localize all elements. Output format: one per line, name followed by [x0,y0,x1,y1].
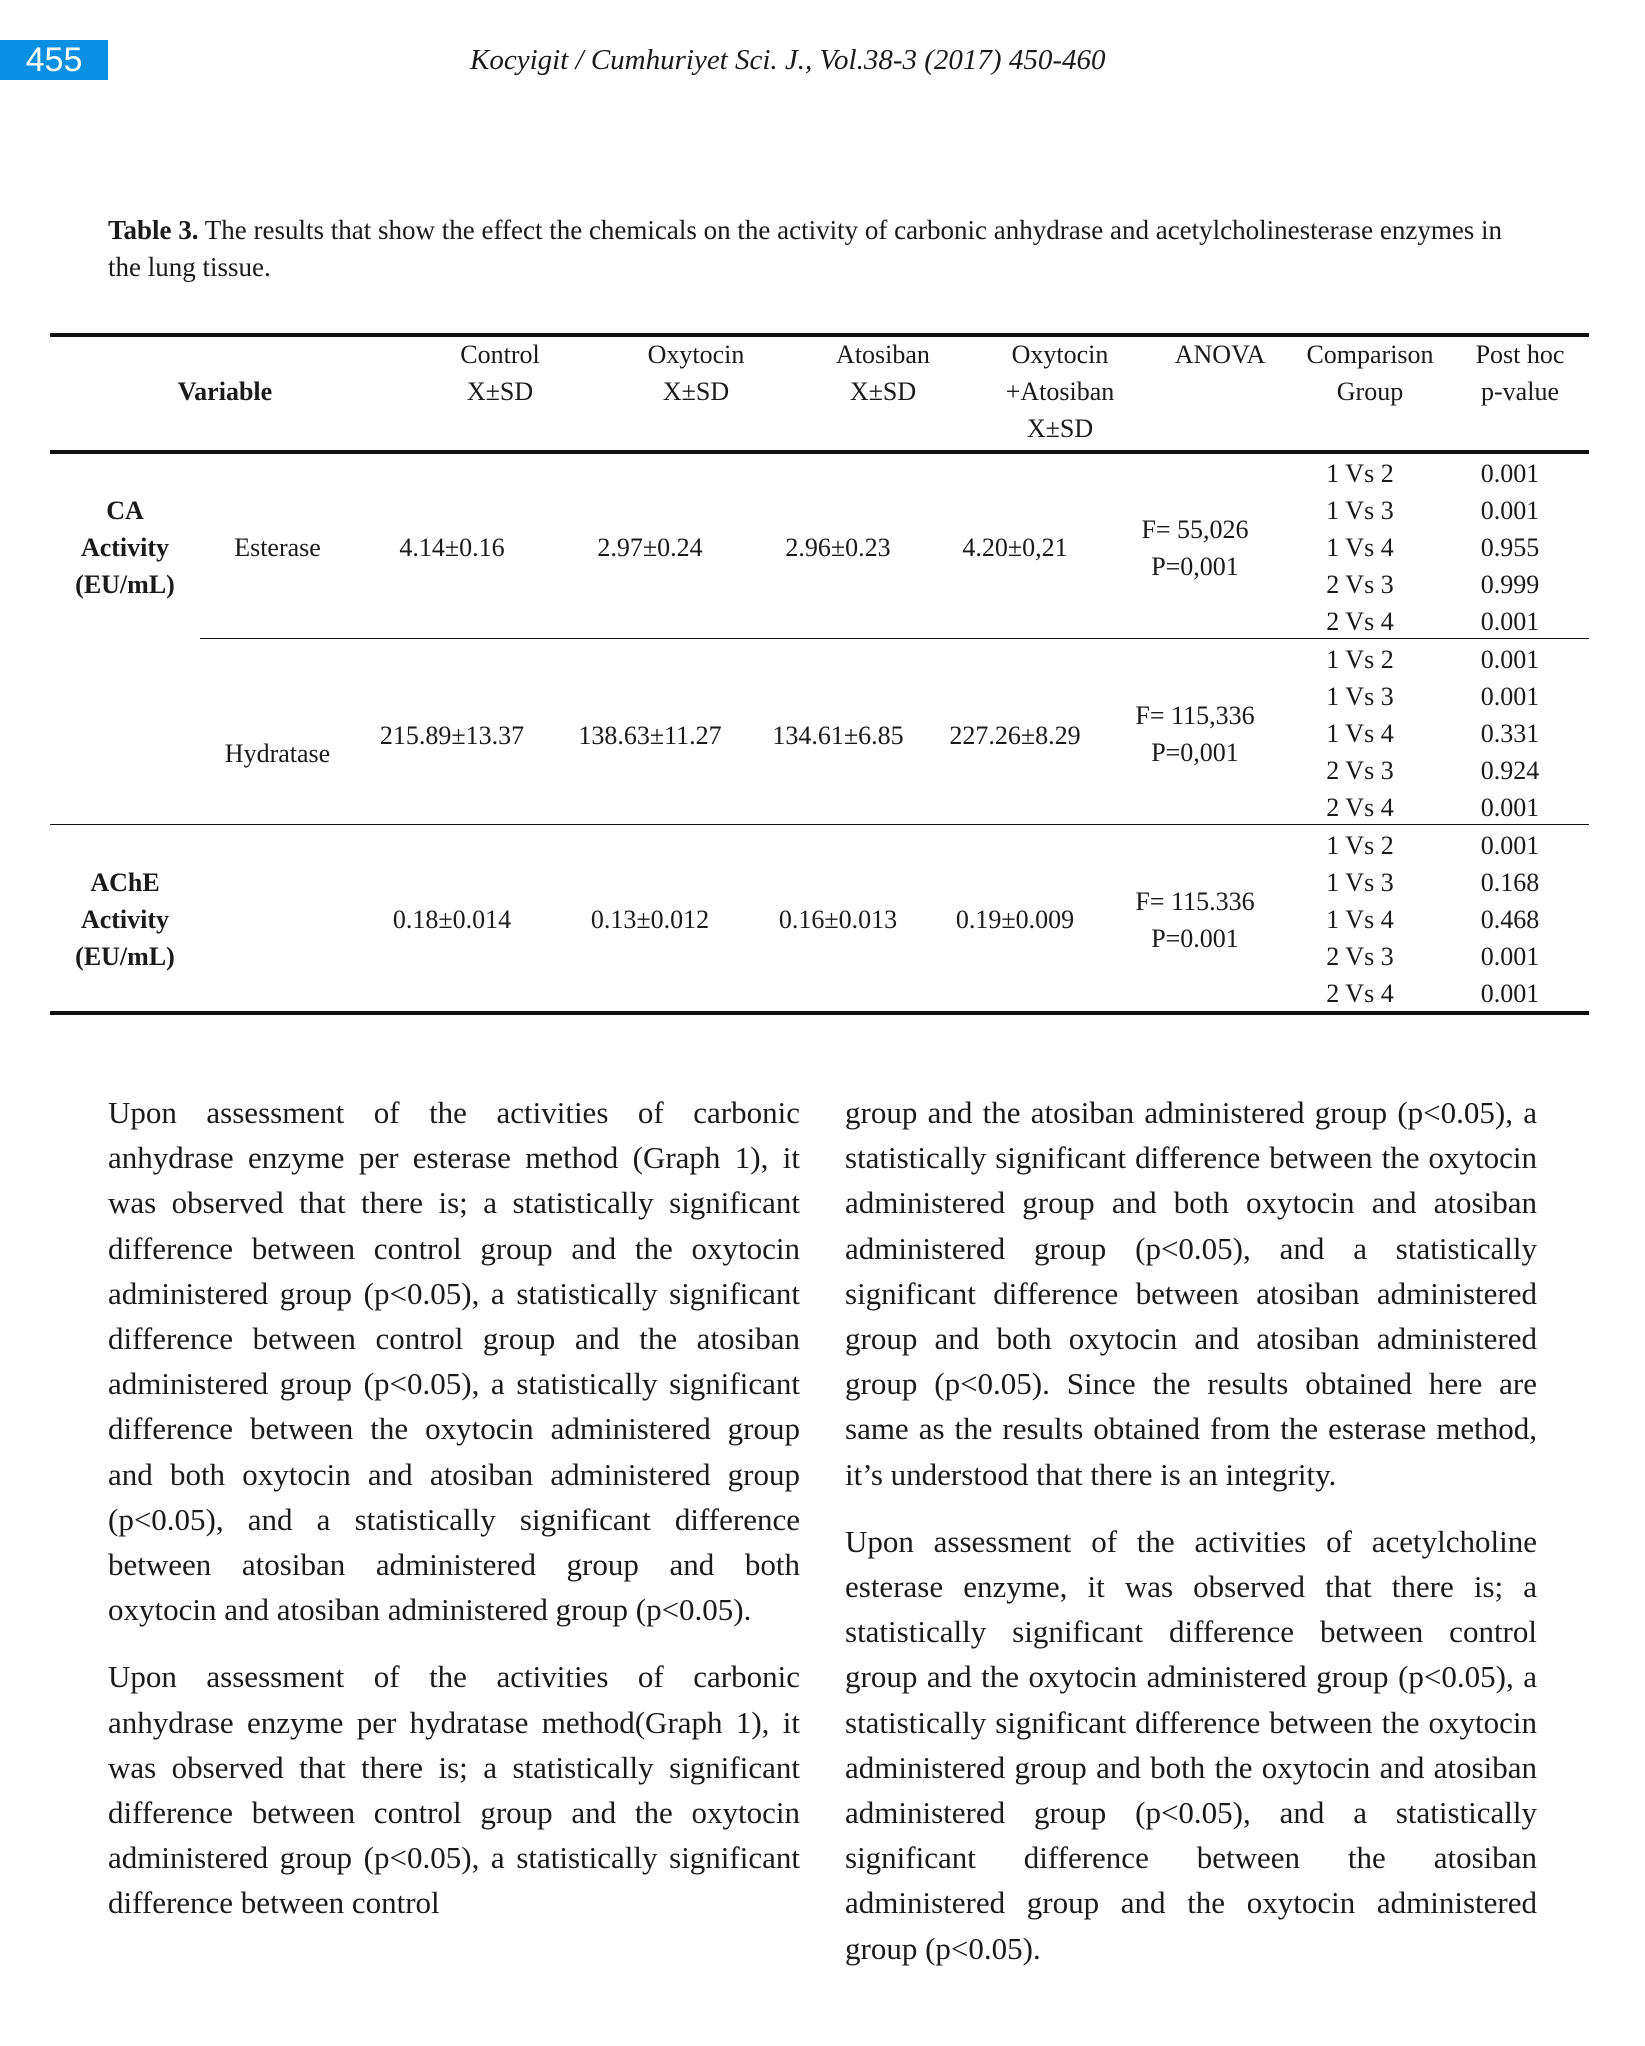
posthoc-pvalue: 0.001 [1480,496,1540,525]
anova-value: P=0.001 [1151,923,1239,953]
control-value: 4.14±0.16 [399,533,505,562]
table-caption [108,212,1538,286]
header-posthoc-2: p-value [1481,377,1559,406]
table-caption-text: The results that show the effect the chemicals on the activity of carbonic anhydrase and acetylcholinesterase enzymes in the lung tissue. [108,215,1503,282]
posthoc-pvalue: 0.924 [1480,756,1540,785]
oxytocin-value: 138.63±11.27 [578,721,722,750]
comparison-group: 1 Vs 4 [1326,905,1394,934]
comparison-group: 1 Vs 3 [1326,496,1394,525]
posthoc-pvalue: 0.001 [1480,607,1540,636]
posthoc-pvalue: 0.331 [1480,719,1540,748]
posthoc-pvalue: 0.001 [1480,682,1540,711]
comparison-group: 1 Vs 3 [1326,868,1394,897]
comparison-group: 2 Vs 4 [1326,607,1394,636]
atosiban-value: 0.16±0.013 [778,905,898,934]
header-posthoc-1: Post hoc [1475,340,1565,369]
posthoc-pvalue: 0.001 [1480,979,1540,1008]
header-oxytocin-name: Oxytocin [647,340,745,369]
header-control-name: Control [460,340,540,369]
posthoc-pvalue: 0.001 [1480,645,1540,674]
header-control-stat: X±SD [466,377,534,406]
body-paragraph: Upon assessment of the activities of carbonic anhydrase enzyme per hydratase method(Graph 1), it was observed that there is; a statistically significant difference between control group and the oxytocin administered group (p<0.05), a statistically significant difference between control [108,1659,800,1921]
comparison-group: 1 Vs 4 [1326,719,1394,748]
comparison-group: 1 Vs 4 [1326,533,1394,562]
oxy-atosiban-value: 4.20±0,21 [962,533,1068,562]
body-paragraph: Upon assessment of the activities of acetylcholine esterase enzyme, it was observed that there is; a statistically significant difference between control group and the oxytocin administered group (p<0.05), a statistically significant difference between the oxytocin administered group and both the oxytocin and atosiban administered group (p<0.05), and a statistically significant difference between the atosiban administered group and the oxytocin administered group (p<0.05). [845,1523,1537,1966]
comparison-group: 1 Vs 3 [1326,682,1394,711]
method-label: Esterase [234,533,321,562]
header-oxy-atosiban-stat: X±SD [1026,414,1094,443]
body-right-column [845,1090,1537,1971]
variable-label: Activity [80,533,170,562]
page-number: 455 [0,40,108,80]
comparison-group: 1 Vs 2 [1326,459,1394,488]
comparison-group: 2 Vs 3 [1326,570,1394,599]
oxytocin-value: 0.13±0.012 [590,905,710,934]
variable-label: AChE [90,868,160,897]
anova-value: F= 115.336 [1135,886,1255,916]
header-oxy-atosiban-name: Oxytocin [1011,340,1109,369]
header-comparison-2: Group [1336,377,1404,406]
oxy-atosiban-value: 227.26±8.29 [949,721,1081,750]
oxy-atosiban-value: 0.19±0.009 [955,905,1075,934]
comparison-group: 2 Vs 4 [1326,979,1394,1008]
table-caption-label: Table 3. [108,215,199,245]
posthoc-pvalue: 0.001 [1480,831,1540,860]
atosiban-value: 134.61±6.85 [772,721,904,750]
control-value: 0.18±0.014 [392,905,512,934]
header-variable: Variable [177,377,273,406]
header-atosiban-stat: X±SD [849,377,917,406]
variable-label: (EU/mL) [75,942,175,971]
posthoc-pvalue: 0.001 [1480,942,1540,971]
posthoc-pvalue: 0.468 [1480,905,1540,934]
posthoc-pvalue: 0.001 [1480,459,1540,488]
comparison-group: 2 Vs 3 [1326,756,1394,785]
posthoc-pvalue: 0.999 [1480,570,1540,599]
comparison-group: 1 Vs 2 [1326,831,1394,860]
comparison-group: 2 Vs 3 [1326,942,1394,971]
body-paragraph: group and the atosiban administered group (p<0.05), a statistically significant difference between the oxytocin administered group and both oxytocin and atosiban administered group (p<0.05), and a statistically significant difference between atosiban administered group and both oxytocin and atosiban administered group (p<0.05). Since the results obtained here are same as the results obtained from the esterase method, it’s understood that there is an integrity. [845,1095,1537,1492]
header-oxytocin-stat: X±SD [662,377,730,406]
oxytocin-value: 2.97±0.24 [597,533,703,562]
body-paragraph: Upon assessment of the activities of carbonic anhydrase enzyme per esterase method (Graph 1), it was observed that there is; a statistically significant difference between control group and the oxytocin administered group (p<0.05), a statistically significant difference between control group and the atosiban administered group (p<0.05), a statistically significant difference between the oxytocin administered group and both oxytocin and atosiban administered group (p<0.05), and a statistically significant difference between atosiban administered group and both oxytocin and atosiban administered group (p<0.05). [108,1095,800,1628]
running-title: Kocyigit / Cumhuriyet Sci. J., Vol.38-3 (2017) 450-460 [470,44,1106,76]
anova-value: P=0,001 [1151,737,1239,767]
variable-label: Activity [80,905,170,934]
header-oxy-atosiban-combo: +Atosiban [1005,377,1115,406]
body-left-column [108,1090,800,1926]
header-comparison-1: Comparison [1306,340,1434,369]
variable-label: CA [106,496,144,525]
comparison-group: 1 Vs 2 [1326,645,1394,674]
posthoc-pvalue: 0.168 [1480,868,1540,897]
method-label: Hydratase [224,739,331,768]
posthoc-pvalue: 0.955 [1480,533,1540,562]
anova-value: P=0,001 [1151,551,1239,581]
anova-value: F= 115,336 [1135,700,1255,730]
comparison-group: 2 Vs 4 [1326,793,1394,822]
posthoc-pvalue: 0.001 [1480,793,1540,822]
variable-label: (EU/mL) [75,570,175,599]
atosiban-value: 2.96±0.23 [785,533,891,562]
header-anova: ANOVA [1174,340,1266,369]
control-value: 215.89±13.37 [379,721,525,750]
anova-value: F= 55,026 [1141,514,1249,544]
table-header-rule [50,450,1589,454]
header-atosiban-name: Atosiban [836,340,930,369]
